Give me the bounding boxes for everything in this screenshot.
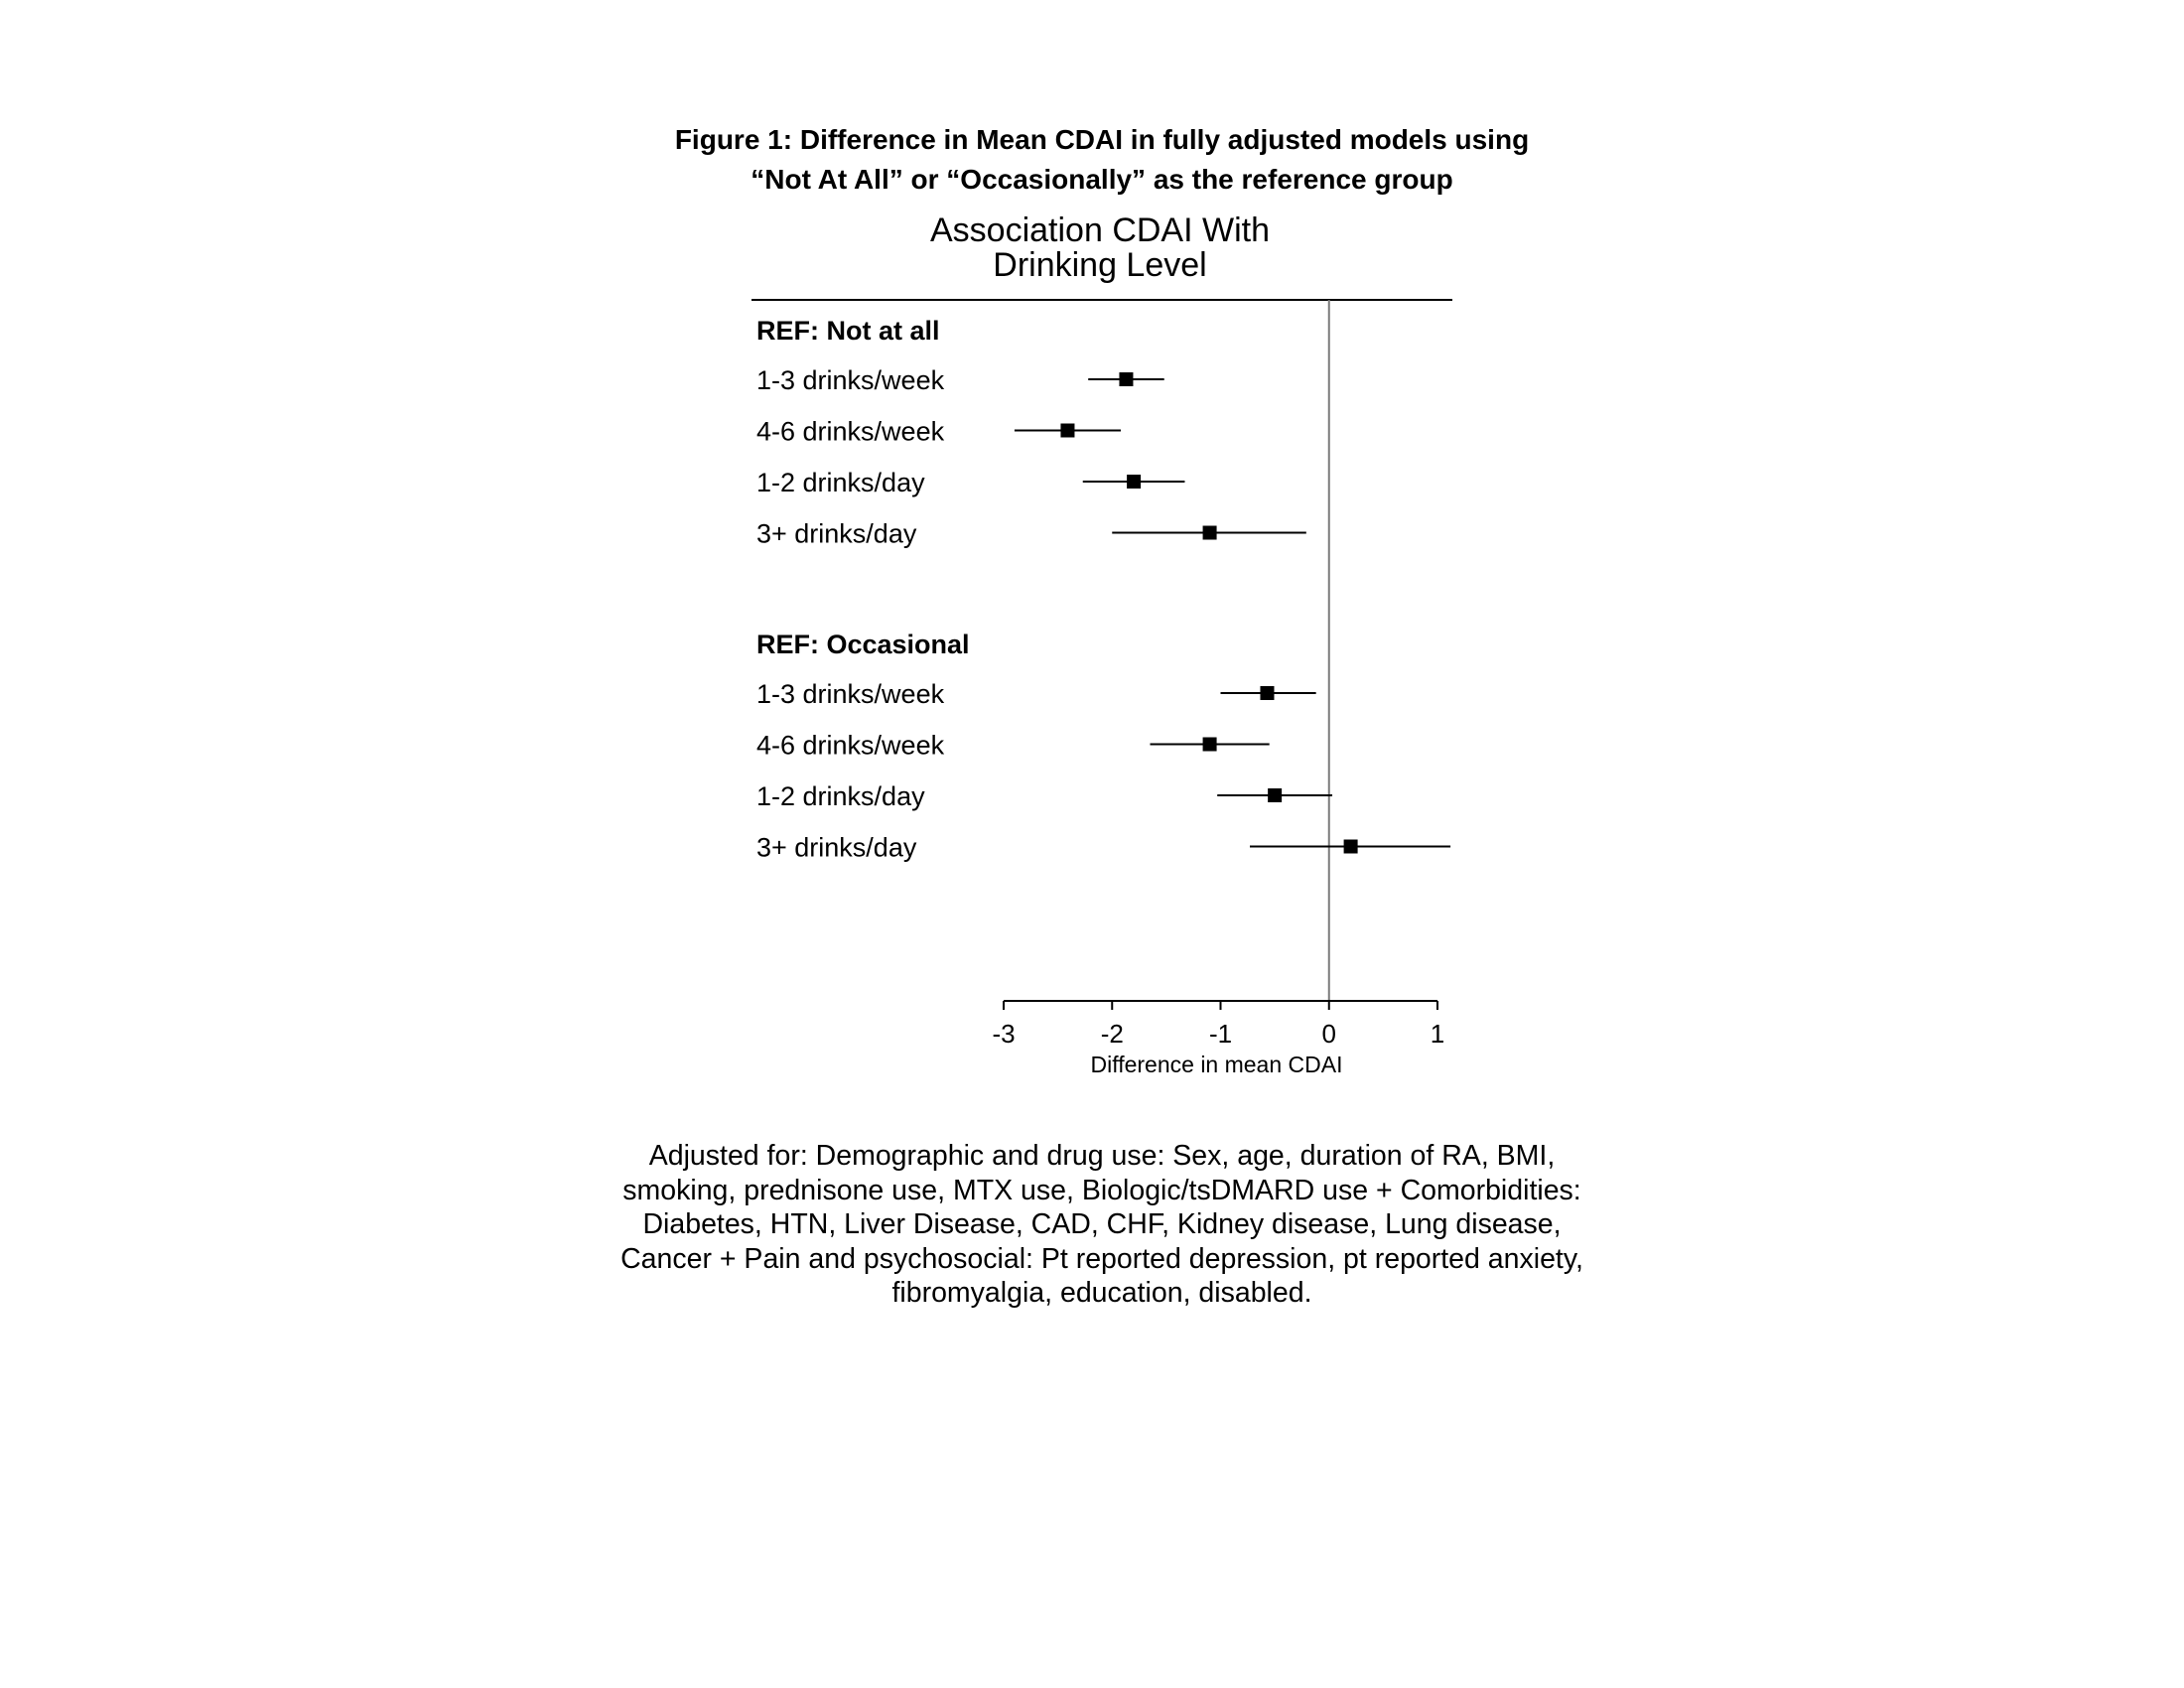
x-axis — [992, 1001, 1444, 1077]
point-estimate-marker — [1260, 686, 1274, 700]
point-estimates — [1060, 372, 1357, 854]
row-label: 3+ drinks/day — [756, 518, 917, 549]
x-tick-label: -2 — [1100, 1019, 1124, 1049]
footnote-line-2: smoking, prednisone use, MTX use, Biologic/tsDMARD use + Comorbidities: — [622, 1174, 1581, 1206]
figure-caption-line-2: “Not At All” or “Occasionally” as the reference group — [751, 164, 1453, 195]
group-label-1: REF: Not at all — [756, 316, 940, 346]
group-label-2: REF: Occasional — [756, 630, 970, 659]
plot-title-line-1: Association CDAI With — [930, 211, 1270, 249]
x-tick-label: 0 — [1321, 1019, 1336, 1049]
figure-caption-line-1: Figure 1: Difference in Mean CDAI in fully adjusted models using — [674, 124, 1530, 155]
x-tick-label: -1 — [1208, 1019, 1233, 1049]
row-label: 4-6 drinks/week — [756, 416, 945, 447]
point-estimate-marker — [1203, 526, 1217, 540]
plot-title-line-2: Drinking Level — [993, 246, 1207, 284]
point-estimate-marker — [1344, 840, 1358, 854]
point-estimate-marker — [1268, 788, 1282, 802]
x-tick-label: -3 — [992, 1019, 1016, 1049]
row-label: 1-3 drinks/week — [756, 679, 945, 709]
row-label: 1-2 drinks/day — [756, 468, 925, 497]
x-axis-label: Difference in mean CDAI — [1090, 1052, 1343, 1077]
row-label: 1-2 drinks/day — [756, 781, 925, 811]
point-estimate-marker — [1127, 475, 1141, 489]
point-estimate-marker — [1060, 424, 1074, 438]
footnote-line-5: fibromyalgia, education, disabled. — [891, 1277, 1312, 1309]
row-labels — [756, 316, 970, 863]
plot-title — [930, 211, 1270, 284]
confidence-intervals — [1015, 379, 1450, 847]
x-tick-label: 1 — [1430, 1019, 1445, 1049]
footnote-line-4: Cancer + Pain and psychosocial: Pt reported depression, pt reported anxiety, — [620, 1242, 1583, 1275]
footnote — [0, 1139, 2184, 1311]
row-label: 1-3 drinks/week — [756, 365, 945, 395]
row-label: 3+ drinks/day — [756, 832, 917, 863]
point-estimate-marker — [1119, 372, 1133, 386]
point-estimate-marker — [1203, 738, 1217, 752]
footnote-line-1: Adjusted for: Demographic and drug use: Sex, age, duration of RA, BMI, — [648, 1140, 1556, 1172]
row-label: 4-6 drinks/week — [756, 730, 945, 761]
footnote-line-3: Diabetes, HTN, Liver Disease, CAD, CHF, Kidney disease, Lung disease, — [642, 1208, 1562, 1240]
